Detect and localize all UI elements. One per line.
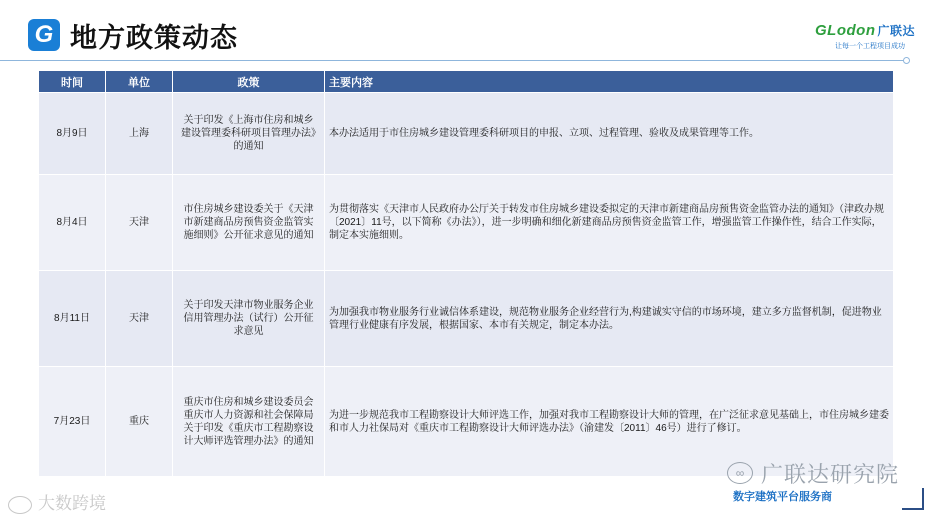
table-row (39, 271, 894, 367)
header-divider (0, 60, 905, 61)
cell-date: 8月11日 (39, 271, 106, 367)
column-header-content: 主要内容 (325, 71, 894, 93)
cell-unit: 上海 (106, 93, 173, 175)
cell-policy: 市住房城乡建设委关于《天津市新建商品房预售资金监管实施细则》公开征求意见的通知 (173, 175, 325, 271)
watermark-logo-icon (8, 496, 32, 514)
watermark-name: 广联达研究院 (761, 462, 900, 487)
policy-table-container (38, 70, 893, 477)
brand-logo (775, 22, 915, 51)
research-institute-watermark (727, 458, 917, 508)
table-row (39, 175, 894, 271)
cell-content: 为贯彻落实《天津市人民政府办公厅关于转发市住房城乡建设委拟定的天津市新建商品房预售资金监管办法的通知》（津政办规〔2021〕11号，以下简称《办法》），进一步明确和细化新建商品房预售资金监管工作，增强监管工作操作性，结合工作实际，制定本实施细则。 (325, 175, 894, 271)
wechat-icon: ∞ (727, 462, 753, 484)
cell-unit: 重庆 (106, 367, 173, 477)
brand-cn: 广联达 (877, 24, 915, 38)
cell-unit: 天津 (106, 175, 173, 271)
policy-table (38, 70, 894, 477)
column-header-unit: 单位 (106, 71, 173, 93)
page-title: 地方政策动态 (70, 23, 238, 53)
cell-content: 为加强我市物业服务行业诚信体系建设，规范物业服务企业经营行为,构建诚实守信的市场环境，建立多方监督机制，促进物业管理行业健康有序发展，根据国家、本市有关规定，制定本办法。 (325, 271, 894, 367)
column-header-date: 时间 (39, 71, 106, 93)
watermark-subtitle: 数字建筑平台服务商 (733, 491, 832, 503)
cell-policy: 关于印发《上海市住房和城乡建设管理委科研项目管理办法》的通知 (173, 93, 325, 175)
cell-unit: 天津 (106, 271, 173, 367)
table-row (39, 93, 894, 175)
corner-decoration (902, 488, 924, 510)
cell-policy: 关于印发天津市物业服务企业信用管理办法（试行）公开征求意见 (173, 271, 325, 367)
brand-name: GLodon (815, 22, 876, 39)
column-header-policy: 政策 (173, 71, 325, 93)
table-header-row (39, 71, 894, 93)
brand-slogan: 让每一个工程项目成功 (835, 43, 905, 50)
cell-date: 8月9日 (39, 93, 106, 175)
cell-date: 8月4日 (39, 175, 106, 271)
header (0, 0, 931, 62)
divider-dot-icon (903, 57, 910, 64)
cell-content: 本办法适用于市住房城乡建设管理委科研项目的申报、立项、过程管理、验收及成果管理等工作。 (325, 93, 894, 175)
cell-date: 7月23日 (39, 367, 106, 477)
glodon-g-logo-icon: G (28, 19, 60, 51)
bottom-left-watermark (8, 489, 106, 514)
cell-policy: 重庆市住房和城乡建设委员会 重庆市人力资源和社会保障局关于印发《重庆市工程勘察设计大师评选管理办法》的通知 (173, 367, 325, 477)
cell-content: 为进一步规范我市工程勘察设计大师评选工作，加强对我市工程勘察设计大师的管理，在广泛征求意见基础上，市住房城乡建委和市人力社保局对《重庆市工程勘察设计大师评选办法》（渝建发〔2011〕46号）进行了修订。 (325, 367, 894, 477)
watermark-left-text: 大数跨境 (38, 494, 106, 513)
